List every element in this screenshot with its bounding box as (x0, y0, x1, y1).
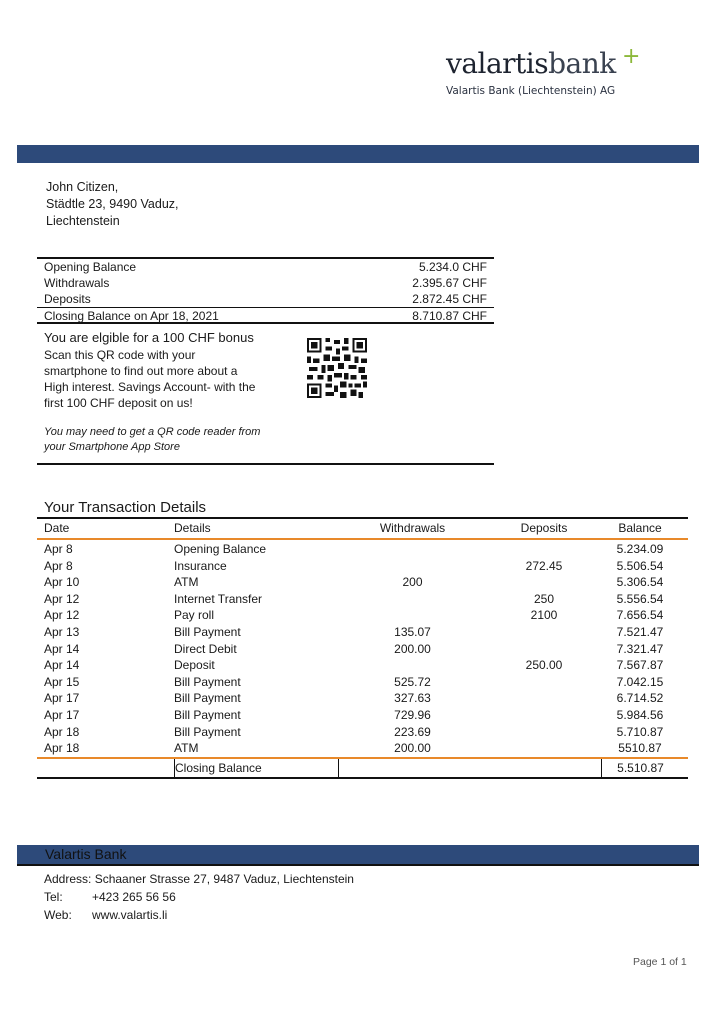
closing-balance-amount: 5.510.87 (601, 759, 679, 777)
qr-reader-note: You may need to get a QR code reader from your Smartphone App Store (44, 426, 261, 453)
table-row (37, 690, 688, 707)
table-row (37, 707, 688, 724)
closing-balance-row (37, 307, 494, 324)
summary-row (37, 291, 494, 307)
txn-withdrawal: 327.63 (394, 691, 431, 706)
txn-balance: 7.656.54 (616, 608, 664, 623)
txn-date: Apr 14 (44, 658, 80, 673)
footer-web[interactable]: Web: www.valartis.li (44, 908, 168, 922)
qr-code-icon[interactable] (307, 338, 367, 398)
txn-date: Apr 14 (44, 641, 80, 656)
closing-balance-label: Closing Balance on Apr 18, 2021 (44, 309, 219, 323)
bonus-text-line: first 100 CHF deposit on us! (44, 396, 193, 410)
txn-date: Apr 15 (44, 674, 80, 689)
txn-withdrawal: 200 (402, 575, 423, 590)
txn-withdrawal (338, 657, 487, 674)
txn-withdrawal (338, 607, 487, 624)
txn-balance: 5.710.87 (616, 724, 664, 739)
summary-row (37, 259, 494, 275)
table-header-row (37, 519, 688, 538)
txn-deposit (487, 641, 601, 658)
table-row (37, 574, 688, 591)
txn-deposit (487, 724, 601, 741)
txn-balance: 7.321.47 (616, 641, 664, 656)
txn-details: ATM (174, 741, 199, 756)
bonus-text-line: smartphone to find out more about a (44, 364, 238, 378)
transactions-title: Your Transaction Details (44, 499, 207, 516)
txn-details: ATM (174, 575, 199, 590)
table-row (37, 674, 688, 691)
txn-balance: 7.567.87 (616, 658, 664, 673)
footer-tel: Tel: +423 265 56 56 (44, 890, 176, 904)
footer-bank-name: Valartis Bank (45, 846, 127, 862)
txn-withdrawal: 135.07 (394, 624, 431, 639)
logo-wordmark: valartisbank (446, 47, 616, 80)
summary-value: 2.395.67 CHF (412, 276, 487, 290)
txn-balance: 5.234.09 (616, 542, 664, 556)
header-date: Date (44, 521, 70, 535)
txn-date: Apr 17 (44, 707, 80, 722)
header-deposits: Deposits (520, 521, 568, 535)
txn-withdrawal: 223.69 (394, 724, 431, 739)
table-bottom-rule (37, 777, 688, 779)
transaction-rows (37, 540, 688, 757)
txn-withdrawal (338, 558, 487, 575)
txn-date: Apr 8 (44, 558, 73, 573)
txn-details: Bill Payment (174, 707, 241, 722)
txn-details: Bill Payment (174, 724, 241, 739)
txn-details: Deposit (174, 658, 215, 673)
table-row (37, 541, 688, 558)
txn-deposit (487, 574, 601, 591)
summary-value: 5.234.0 CHF (418, 260, 487, 274)
table-row (37, 558, 688, 575)
txn-balance: 5.984.56 (616, 707, 664, 722)
page-number: Page 1 of 1 (633, 956, 687, 968)
txn-deposit (487, 674, 601, 691)
txn-withdrawal: 729.96 (394, 707, 431, 722)
balance-summary (37, 257, 494, 324)
closing-balance-value: 8.710.87 CHF (412, 309, 487, 323)
customer-name: John Citizen, (46, 180, 119, 194)
header-withdrawals: Withdrawals (379, 521, 446, 535)
bonus-text-line: Scan this QR code with your (44, 348, 196, 362)
txn-balance: 7.042.15 (616, 674, 664, 689)
txn-balance: 6.714.52 (616, 691, 664, 706)
txn-date: Apr 17 (44, 691, 80, 706)
closing-label: Closing Balance (174, 759, 338, 777)
txn-withdrawal: 200.00 (394, 741, 431, 756)
bank-logo (446, 44, 646, 97)
txn-balance: 5.556.54 (616, 591, 664, 606)
closing-balance-table-row (37, 759, 688, 777)
customer-street: Städtle 23, 9490 Vaduz, (46, 197, 179, 211)
txn-details: Bill Payment (174, 674, 241, 689)
bonus-title: You are elgible for a 100 CHF bonus (44, 330, 254, 345)
bonus-text-line: High interest. Savings Account- with the (44, 380, 256, 394)
txn-details: Insurance (174, 558, 227, 573)
txn-details: Direct Debit (174, 641, 237, 656)
txn-withdrawal (338, 541, 487, 558)
txn-balance: 5510.87 (618, 741, 662, 756)
txn-deposit (487, 707, 601, 724)
summary-label: Withdrawals (44, 276, 110, 290)
bonus-offer (44, 330, 304, 455)
txn-deposit (487, 541, 601, 558)
table-row (37, 624, 688, 641)
customer-country: Liechtenstein (46, 214, 120, 228)
txn-details: Pay roll (174, 608, 215, 623)
transactions-table (37, 517, 688, 779)
txn-deposit: 272.45 (525, 558, 563, 573)
txn-details: Opening Balance (174, 542, 267, 556)
txn-details: Bill Payment (174, 691, 241, 706)
table-row (37, 641, 688, 658)
txn-date: Apr 12 (44, 608, 80, 623)
txn-balance: 7.521.47 (616, 624, 664, 639)
txn-deposit: 250.00 (525, 658, 563, 673)
txn-withdrawal: 525.72 (394, 674, 431, 689)
txn-deposit: 250 (533, 591, 555, 606)
table-row (37, 740, 688, 757)
summary-label: Opening Balance (44, 260, 137, 274)
footer-address: Address: Schaaner Strasse 27, 9487 Vaduz, Liechtenstein (44, 872, 354, 886)
footer-bar (17, 845, 699, 866)
table-row (37, 591, 688, 608)
header-details: Details (174, 521, 211, 535)
txn-date: Apr 18 (44, 724, 80, 739)
txn-deposit (487, 690, 601, 707)
summary-value: 2.872.45 CHF (412, 292, 487, 306)
summary-rows (37, 259, 494, 307)
txn-deposit: 2100 (530, 608, 558, 623)
txn-deposit (487, 740, 601, 757)
table-row (37, 607, 688, 624)
txn-withdrawal: 200.00 (394, 641, 431, 656)
txn-details: Bill Payment (174, 624, 241, 639)
header-bar (17, 145, 699, 163)
txn-date: Apr 13 (44, 624, 80, 639)
header-balance: Balance (618, 521, 662, 535)
txn-withdrawal (338, 591, 487, 608)
txn-deposit (487, 624, 601, 641)
footer-contact (44, 870, 354, 924)
logo-plus-icon: + (622, 44, 641, 69)
txn-date: Apr 18 (44, 741, 80, 756)
txn-date: Apr 12 (44, 591, 80, 606)
summary-label: Deposits (44, 292, 91, 306)
table-row (37, 724, 688, 741)
txn-date: Apr 8 (44, 542, 73, 556)
summary-row (37, 275, 494, 291)
txn-balance: 5.306.54 (616, 575, 664, 590)
logo-legal-name: Valartis Bank (Liechtenstein) AG (446, 85, 616, 97)
txn-balance: 5.506.54 (616, 558, 664, 573)
table-row (37, 657, 688, 674)
customer-address (46, 179, 179, 230)
txn-details: Internet Transfer (174, 591, 263, 606)
txn-date: Apr 10 (44, 575, 80, 590)
bonus-bottom-rule (37, 463, 494, 465)
